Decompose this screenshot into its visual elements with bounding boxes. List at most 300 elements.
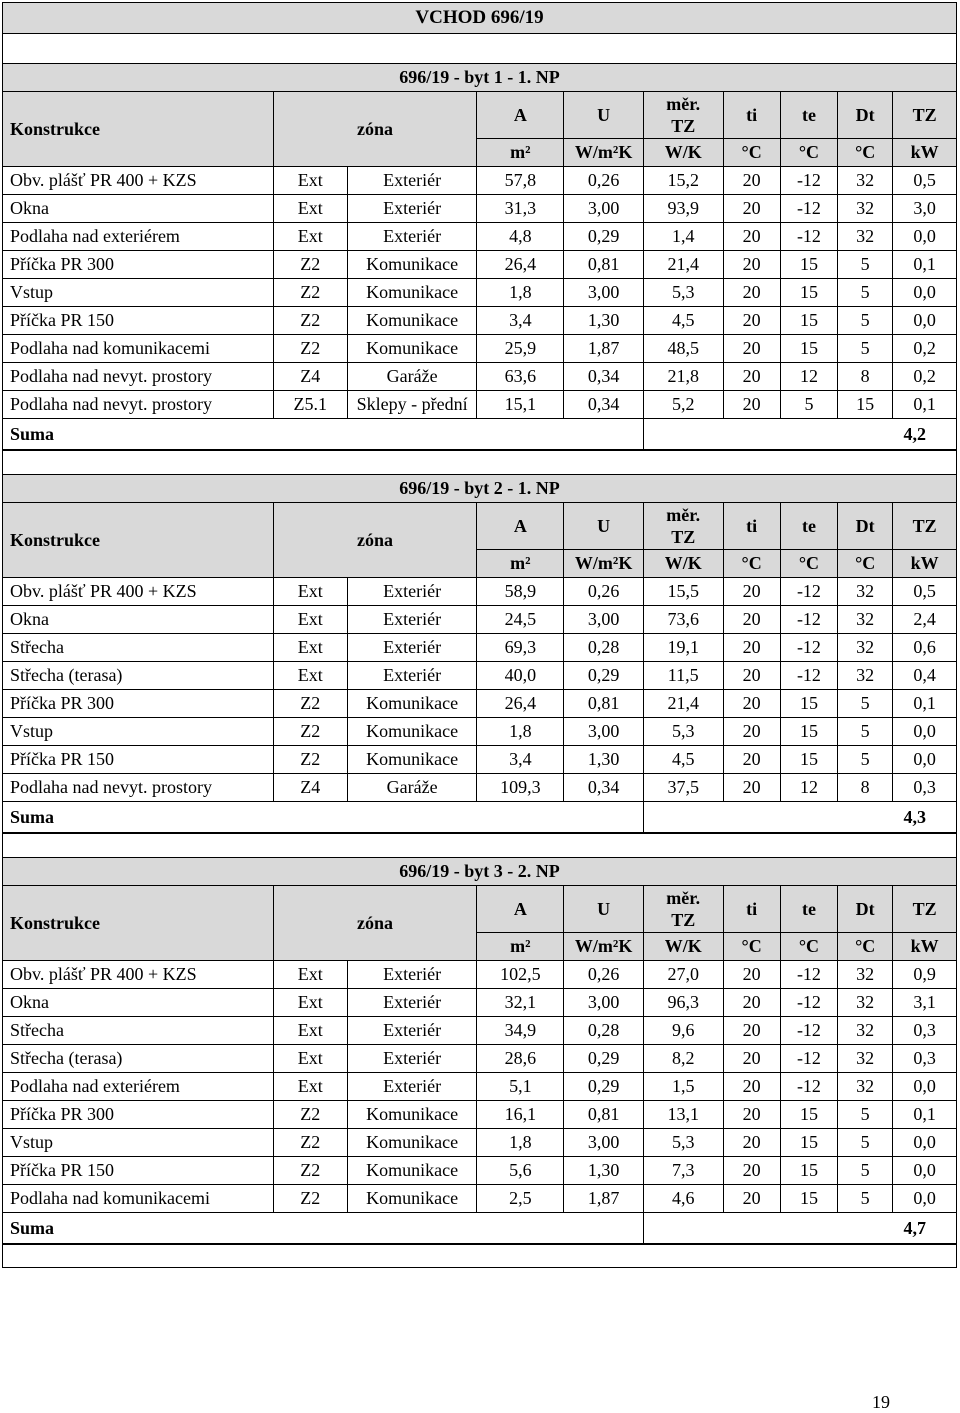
table-cell: 25,9 [477, 335, 564, 363]
table-cell: 0,0 [893, 1157, 957, 1185]
suma-label: Suma [3, 802, 644, 833]
table-row [3, 578, 957, 606]
unit-cell: W/K [643, 933, 723, 961]
table-cell: Podlaha nad exteriérem [3, 223, 274, 251]
suma-row [3, 419, 957, 450]
table-cell: Ext [273, 578, 347, 606]
table-cell: 5,6 [477, 1157, 564, 1185]
table-cell: 20 [723, 746, 780, 774]
table-cell: Exteriér [347, 578, 476, 606]
table-cell: 4,5 [643, 746, 723, 774]
unit-cell: °C [838, 139, 893, 167]
table-cell: 20 [723, 989, 780, 1017]
table-cell: 20 [723, 961, 780, 989]
table-cell: Podlaha nad exteriérem [3, 1073, 274, 1101]
table-cell: Okna [3, 606, 274, 634]
table-cell: Komunikace [347, 335, 476, 363]
table-cell: Vstup [3, 718, 274, 746]
table-cell: 15 [780, 1157, 837, 1185]
table-cell: 0,28 [564, 1017, 644, 1045]
table-cell: 2,5 [477, 1185, 564, 1213]
unit-cell: °C [723, 139, 780, 167]
table-cell: 5 [838, 718, 893, 746]
table-cell: 102,5 [477, 961, 564, 989]
suma-value: 4,7 [643, 1213, 956, 1244]
table-cell: 0,3 [893, 1017, 957, 1045]
table-cell: 3,00 [564, 989, 644, 1017]
table-cell: -12 [780, 1017, 837, 1045]
table-cell: 0,1 [893, 251, 957, 279]
table-cell: Garáže [347, 363, 476, 391]
table-row [3, 279, 957, 307]
header-konstrukce: Konstrukce [3, 886, 274, 961]
table-row [3, 195, 957, 223]
table-row [3, 1045, 957, 1073]
table-cell: 32 [838, 167, 893, 195]
section-table [2, 63, 957, 450]
table-cell: Z2 [273, 1157, 347, 1185]
table-cell: 20 [723, 279, 780, 307]
table-cell: 15 [838, 391, 893, 419]
table-cell: 0,4 [893, 662, 957, 690]
unit-cell: °C [723, 933, 780, 961]
table-cell: Z5.1 [273, 391, 347, 419]
table-cell: -12 [780, 606, 837, 634]
header-te: te [780, 503, 837, 550]
header-mer-tz [643, 886, 723, 933]
table-cell: Garáže [347, 774, 476, 802]
table-cell: 19,1 [643, 634, 723, 662]
table-cell: Ext [273, 1045, 347, 1073]
table-cell: 5 [838, 1157, 893, 1185]
table-cell: 69,3 [477, 634, 564, 662]
header-row [3, 886, 957, 933]
table-cell: 32 [838, 223, 893, 251]
table-cell: 1,30 [564, 307, 644, 335]
table-cell: Okna [3, 989, 274, 1017]
table-cell: Ext [273, 195, 347, 223]
table-cell: Z2 [273, 1129, 347, 1157]
table-cell: 32,1 [477, 989, 564, 1017]
table-cell: Podlaha nad nevyt. prostory [3, 363, 274, 391]
table-cell: 0,0 [893, 746, 957, 774]
table-cell: 20 [723, 634, 780, 662]
table-cell: 5,3 [643, 279, 723, 307]
table-cell: Příčka PR 150 [3, 1157, 274, 1185]
header-zona: zóna [273, 886, 477, 961]
section-title-row [3, 858, 957, 886]
table-cell: Exteriér [347, 961, 476, 989]
table-cell: 13,1 [643, 1101, 723, 1129]
header-area: A [477, 503, 564, 550]
table-cell: Z2 [273, 307, 347, 335]
table-cell: 3,00 [564, 279, 644, 307]
table-row [3, 1157, 957, 1185]
table-cell: Ext [273, 961, 347, 989]
table-cell: Exteriér [347, 1073, 476, 1101]
header-mer-line1: měr. [666, 94, 701, 114]
header-konstrukce: Konstrukce [3, 92, 274, 167]
unit-cell: m² [477, 139, 564, 167]
table-cell: 5,1 [477, 1073, 564, 1101]
table-cell: 109,3 [477, 774, 564, 802]
table-cell: 3,00 [564, 718, 644, 746]
unit-cell: m² [477, 550, 564, 578]
header-ti: ti [723, 886, 780, 933]
table-cell: 0,81 [564, 690, 644, 718]
table-cell: 32 [838, 195, 893, 223]
header-row [3, 503, 957, 550]
table-cell: Komunikace [347, 251, 476, 279]
table-row [3, 961, 957, 989]
header-te: te [780, 886, 837, 933]
table-cell: 20 [723, 391, 780, 419]
table-cell: Podlaha nad komunikacemi [3, 1185, 274, 1213]
table-row [3, 746, 957, 774]
table-cell: 57,8 [477, 167, 564, 195]
table-cell: Z2 [273, 279, 347, 307]
table-cell: Exteriér [347, 989, 476, 1017]
table-cell: 0,5 [893, 167, 957, 195]
table-cell: 58,9 [477, 578, 564, 606]
table-cell: Střecha (terasa) [3, 1045, 274, 1073]
table-cell: 20 [723, 1017, 780, 1045]
table-cell: 93,9 [643, 195, 723, 223]
table-cell: Z2 [273, 746, 347, 774]
page-title: VCHOD 696/19 [2, 2, 957, 33]
table-cell: 20 [723, 718, 780, 746]
section-table [2, 474, 957, 833]
unit-cell: W/K [643, 139, 723, 167]
unit-cell: °C [723, 550, 780, 578]
unit-cell: W/m²K [564, 550, 644, 578]
table-cell: 0,34 [564, 391, 644, 419]
table-cell: Ext [273, 634, 347, 662]
table-cell: Exteriér [347, 662, 476, 690]
header-mer-tz [643, 503, 723, 550]
table-cell: 0,2 [893, 363, 957, 391]
unit-cell: °C [780, 139, 837, 167]
table-cell: 15 [780, 279, 837, 307]
table-row [3, 167, 957, 195]
table-cell: 63,6 [477, 363, 564, 391]
table-cell: 20 [723, 307, 780, 335]
table-cell: Ext [273, 1017, 347, 1045]
table-cell: 0,26 [564, 167, 644, 195]
table-cell: 2,4 [893, 606, 957, 634]
table-cell: 0,0 [893, 718, 957, 746]
table-cell: 3,00 [564, 1129, 644, 1157]
unit-cell: °C [838, 933, 893, 961]
table-cell: 0,1 [893, 690, 957, 718]
table-cell: 24,5 [477, 606, 564, 634]
table-cell: -12 [780, 1073, 837, 1101]
table-cell: 26,4 [477, 690, 564, 718]
table-cell: -12 [780, 195, 837, 223]
table-cell: 32 [838, 1045, 893, 1073]
header-mer-line2: TZ [671, 527, 696, 547]
table-cell: 0,2 [893, 335, 957, 363]
table-cell: Obv. plášť PR 400 + KZS [3, 167, 274, 195]
table-cell: 20 [723, 1157, 780, 1185]
table-row [3, 662, 957, 690]
section-title-row [3, 475, 957, 503]
table-row [3, 1185, 957, 1213]
table-cell: Exteriér [347, 1045, 476, 1073]
table-row [3, 335, 957, 363]
header-ti: ti [723, 503, 780, 550]
table-cell: Komunikace [347, 1101, 476, 1129]
table-cell: 16,1 [477, 1101, 564, 1129]
table-cell: 0,0 [893, 1073, 957, 1101]
table-cell: 5 [838, 690, 893, 718]
unit-cell: m² [477, 933, 564, 961]
table-cell: 1,30 [564, 746, 644, 774]
table-cell: 32 [838, 989, 893, 1017]
table-cell: 3,4 [477, 307, 564, 335]
table-cell: 0,34 [564, 774, 644, 802]
table-cell: Příčka PR 150 [3, 746, 274, 774]
table-cell: 32 [838, 634, 893, 662]
table-row [3, 363, 957, 391]
header-mer-line1: měr. [666, 888, 701, 908]
table-cell: 7,3 [643, 1157, 723, 1185]
section-title: 696/19 - byt 2 - 1. NP [3, 475, 957, 503]
table-cell: 1,87 [564, 335, 644, 363]
table-cell: 5 [838, 251, 893, 279]
table-cell: 0,29 [564, 223, 644, 251]
table-cell: 15 [780, 307, 837, 335]
table-cell: 0,81 [564, 251, 644, 279]
table-cell: -12 [780, 989, 837, 1017]
table-cell: 0,0 [893, 223, 957, 251]
table-cell: Příčka PR 300 [3, 1101, 274, 1129]
table-cell: 15 [780, 718, 837, 746]
table-cell: 5,3 [643, 1129, 723, 1157]
section-title: 696/19 - byt 3 - 2. NP [3, 858, 957, 886]
table-cell: Vstup [3, 1129, 274, 1157]
unit-cell: kW [893, 550, 957, 578]
table-cell: 20 [723, 1185, 780, 1213]
table-cell: Ext [273, 989, 347, 1017]
table-cell: 15 [780, 1101, 837, 1129]
table-cell: 31,3 [477, 195, 564, 223]
table-cell: 20 [723, 774, 780, 802]
table-cell: 32 [838, 578, 893, 606]
table-cell: 5 [838, 746, 893, 774]
table-cell: Komunikace [347, 690, 476, 718]
table-cell: Ext [273, 662, 347, 690]
table-cell: 28,6 [477, 1045, 564, 1073]
table-cell: 15 [780, 335, 837, 363]
table-cell: 15 [780, 746, 837, 774]
table-row [3, 634, 957, 662]
section-table [2, 857, 957, 1244]
table-row [3, 774, 957, 802]
table-cell: Exteriér [347, 634, 476, 662]
header-konstrukce: Konstrukce [3, 503, 274, 578]
table-cell: 12 [780, 363, 837, 391]
header-tz: TZ [893, 92, 957, 139]
suma-value: 4,2 [643, 419, 956, 450]
table-cell: -12 [780, 662, 837, 690]
table-cell: 21,4 [643, 690, 723, 718]
table-cell: 32 [838, 662, 893, 690]
unit-cell: °C [780, 550, 837, 578]
table-cell: 5,3 [643, 718, 723, 746]
table-cell: 0,0 [893, 1129, 957, 1157]
table-cell: 32 [838, 1073, 893, 1101]
table-cell: Z2 [273, 718, 347, 746]
table-row [3, 1101, 957, 1129]
table-row [3, 307, 957, 335]
table-cell: 26,4 [477, 251, 564, 279]
table-cell: Vstup [3, 279, 274, 307]
table-cell: 0,3 [893, 1045, 957, 1073]
table-cell: -12 [780, 223, 837, 251]
table-cell: 96,3 [643, 989, 723, 1017]
table-cell: 11,5 [643, 662, 723, 690]
table-cell: 0,26 [564, 961, 644, 989]
header-u: U [564, 503, 644, 550]
table-cell: 12 [780, 774, 837, 802]
header-te: te [780, 92, 837, 139]
table-cell: 15,2 [643, 167, 723, 195]
table-cell: Příčka PR 300 [3, 251, 274, 279]
table-cell: Komunikace [347, 307, 476, 335]
table-cell: -12 [780, 634, 837, 662]
table-cell: 0,28 [564, 634, 644, 662]
header-mer-tz [643, 92, 723, 139]
table-cell: Ext [273, 167, 347, 195]
suma-row [3, 1213, 957, 1244]
unit-cell: °C [780, 933, 837, 961]
table-cell: 0,3 [893, 774, 957, 802]
table-row [3, 391, 957, 419]
section-title: 696/19 - byt 1 - 1. NP [3, 64, 957, 92]
table-cell: 0,29 [564, 1073, 644, 1101]
table-cell: 0,34 [564, 363, 644, 391]
table-cell: 20 [723, 195, 780, 223]
spacer [2, 450, 957, 474]
table-cell: 20 [723, 335, 780, 363]
table-row [3, 1017, 957, 1045]
unit-cell: °C [838, 550, 893, 578]
sections-container [2, 63, 957, 1268]
table-cell: 5 [838, 307, 893, 335]
header-area: A [477, 92, 564, 139]
table-cell: 1,87 [564, 1185, 644, 1213]
section-title-row [3, 64, 957, 92]
table-cell: 0,29 [564, 662, 644, 690]
table-cell: 20 [723, 606, 780, 634]
table-cell: Podlaha nad nevyt. prostory [3, 774, 274, 802]
table-cell: Komunikace [347, 1157, 476, 1185]
table-cell: 0,6 [893, 634, 957, 662]
table-cell: Podlaha nad komunikacemi [3, 335, 274, 363]
table-cell: Komunikace [347, 746, 476, 774]
page-number: 19 [872, 1392, 890, 1412]
table-cell: Příčka PR 300 [3, 690, 274, 718]
table-cell: Komunikace [347, 1129, 476, 1157]
suma-label: Suma [3, 419, 644, 450]
table-cell: 20 [723, 363, 780, 391]
table-cell: 5 [838, 1129, 893, 1157]
header-u: U [564, 92, 644, 139]
header-zona: zóna [273, 503, 477, 578]
table-cell: 5 [838, 1101, 893, 1129]
table-cell: 15 [780, 251, 837, 279]
table-cell: 0,1 [893, 1101, 957, 1129]
table-cell: 15 [780, 1129, 837, 1157]
table-cell: Z2 [273, 1185, 347, 1213]
unit-cell: kW [893, 933, 957, 961]
table-row [3, 989, 957, 1017]
table-cell: 3,1 [893, 989, 957, 1017]
header-dt: Dt [838, 503, 893, 550]
table-row [3, 606, 957, 634]
table-cell: Exteriér [347, 167, 476, 195]
table-cell: Okna [3, 195, 274, 223]
table-cell: 20 [723, 662, 780, 690]
table-cell: Z2 [273, 690, 347, 718]
table-cell: Exteriér [347, 195, 476, 223]
header-dt: Dt [838, 92, 893, 139]
suma-label: Suma [3, 1213, 644, 1244]
spacer [2, 33, 957, 63]
unit-cell: W/m²K [564, 933, 644, 961]
table-cell: 8,2 [643, 1045, 723, 1073]
header-zona: zóna [273, 92, 477, 167]
table-cell: 5 [838, 279, 893, 307]
table-cell: 0,26 [564, 578, 644, 606]
table-cell: -12 [780, 1045, 837, 1073]
table-row [3, 1073, 957, 1101]
table-cell: 5 [838, 335, 893, 363]
table-cell: Ext [273, 223, 347, 251]
table-cell: Komunikace [347, 718, 476, 746]
table-cell: 37,5 [643, 774, 723, 802]
table-cell: 0,0 [893, 307, 957, 335]
table-cell: 32 [838, 606, 893, 634]
table-cell: 15,5 [643, 578, 723, 606]
table-cell: 20 [723, 1045, 780, 1073]
table-cell: Sklepy - přední [347, 391, 476, 419]
header-mer-line2: TZ [671, 116, 696, 136]
table-cell: 0,5 [893, 578, 957, 606]
unit-cell: kW [893, 139, 957, 167]
table-cell: 34,9 [477, 1017, 564, 1045]
table-cell: 1,8 [477, 1129, 564, 1157]
header-area: A [477, 886, 564, 933]
table-cell: Z2 [273, 335, 347, 363]
table-cell: 9,6 [643, 1017, 723, 1045]
header-dt: Dt [838, 886, 893, 933]
table-cell: 4,8 [477, 223, 564, 251]
table-cell: 20 [723, 690, 780, 718]
table-row [3, 251, 957, 279]
table-cell: Obv. plášť PR 400 + KZS [3, 578, 274, 606]
table-cell: Podlaha nad nevyt. prostory [3, 391, 274, 419]
table-cell: 32 [838, 961, 893, 989]
table-row [3, 223, 957, 251]
header-mer-line1: měr. [666, 505, 701, 525]
table-cell: 3,00 [564, 195, 644, 223]
suma-row [3, 802, 957, 833]
table-cell: 32 [838, 1017, 893, 1045]
table-cell: Komunikace [347, 1185, 476, 1213]
header-tz: TZ [893, 503, 957, 550]
